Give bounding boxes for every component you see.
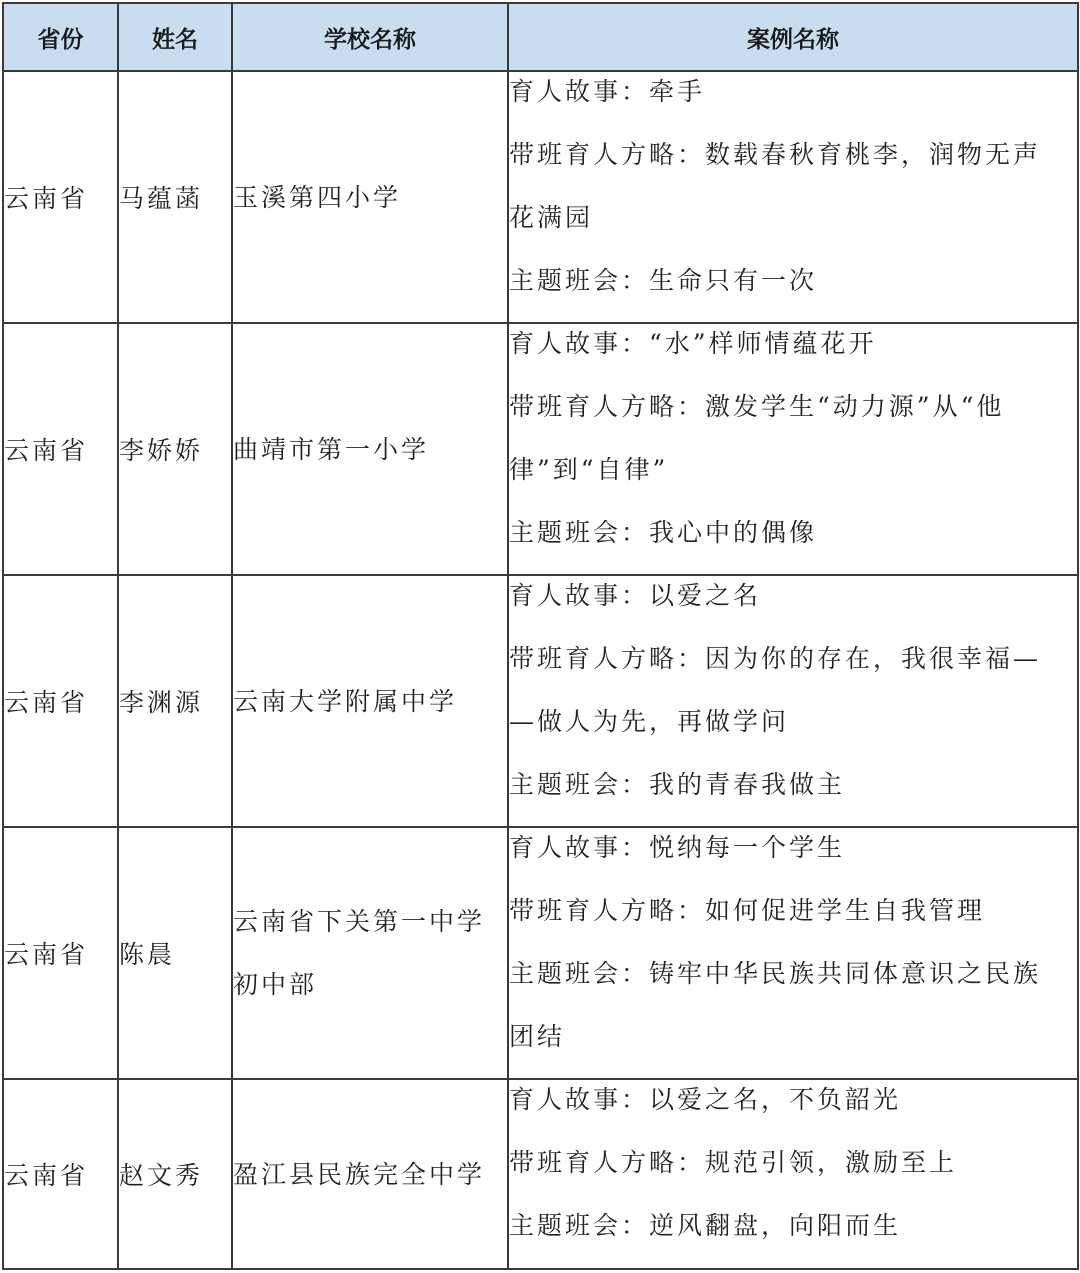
cases-cell [508, 1079, 1078, 1269]
province-cell: 云南省 [3, 1079, 118, 1269]
case-line: 主题班会：我的青春我做主 [509, 770, 846, 799]
name-cell: 陈晨 [118, 827, 232, 1079]
name-cell: 李娇娇 [118, 323, 232, 575]
cases-cell [508, 71, 1078, 323]
school-cell: 曲靖市第一小学 [232, 323, 508, 575]
table-row [3, 575, 1078, 827]
header-cases: 案例名称 [508, 3, 1078, 71]
case-line: 主题班会：逆风翻盘，向阳而生 [509, 1211, 902, 1240]
cases-cell [508, 323, 1078, 575]
case-line: 主题班会：生命只有一次 [509, 266, 818, 295]
case-line: —做人为先，再做学问 [509, 707, 790, 736]
header-name: 姓名 [118, 3, 232, 71]
school-cell: 盈江县民族完全中学 [232, 1079, 508, 1269]
table-row [3, 1079, 1078, 1269]
table-row [3, 323, 1078, 575]
school-cell: 云南大学附属中学 [232, 575, 508, 827]
case-line: 花满园 [509, 203, 594, 232]
case-line: 团结 [509, 1022, 566, 1051]
cases-cell [508, 827, 1078, 1079]
name-cell: 马蕴菡 [118, 71, 232, 323]
table-row [3, 827, 1078, 1079]
case-line: 带班育人方略：因为你的存在，我很幸福— [509, 644, 1042, 673]
school-cell: 玉溪第四小学 [232, 71, 508, 323]
case-line: 育人故事：“水”样师情蕴花开 [509, 329, 877, 358]
header-province: 省份 [3, 3, 118, 71]
name-cell: 李渊源 [118, 575, 232, 827]
case-line: 主题班会：铸牢中华民族共同体意识之民族 [509, 959, 1042, 988]
province-cell: 云南省 [3, 575, 118, 827]
province-cell: 云南省 [3, 323, 118, 575]
case-line: 带班育人方略：数载春秋育桃李，润物无声 [509, 140, 1042, 169]
case-line: 带班育人方略：激发学生“动力源”从“他 [509, 392, 1005, 421]
award-table [2, 2, 1079, 1270]
case-line: 带班育人方略：如何促进学生自我管理 [509, 896, 986, 925]
case-line: 育人故事：以爱之名 [509, 581, 762, 610]
province-cell: 云南省 [3, 827, 118, 1079]
school-cell: 云南省下关第一中学初中部 [232, 827, 508, 1079]
case-line: 育人故事：牵手 [509, 77, 706, 106]
cases-cell [508, 575, 1078, 827]
table-row [3, 71, 1078, 323]
province-cell: 云南省 [3, 71, 118, 323]
case-line: 育人故事：悦纳每一个学生 [509, 833, 846, 862]
case-line: 带班育人方略：规范引领，激励至上 [509, 1148, 958, 1177]
name-cell: 赵文秀 [118, 1079, 232, 1269]
case-line: 主题班会：我心中的偶像 [509, 518, 818, 547]
case-line: 育人故事：以爱之名，不负韶光 [509, 1085, 902, 1114]
case-line: 律”到“自律” [509, 455, 669, 484]
header-school: 学校名称 [232, 3, 508, 71]
